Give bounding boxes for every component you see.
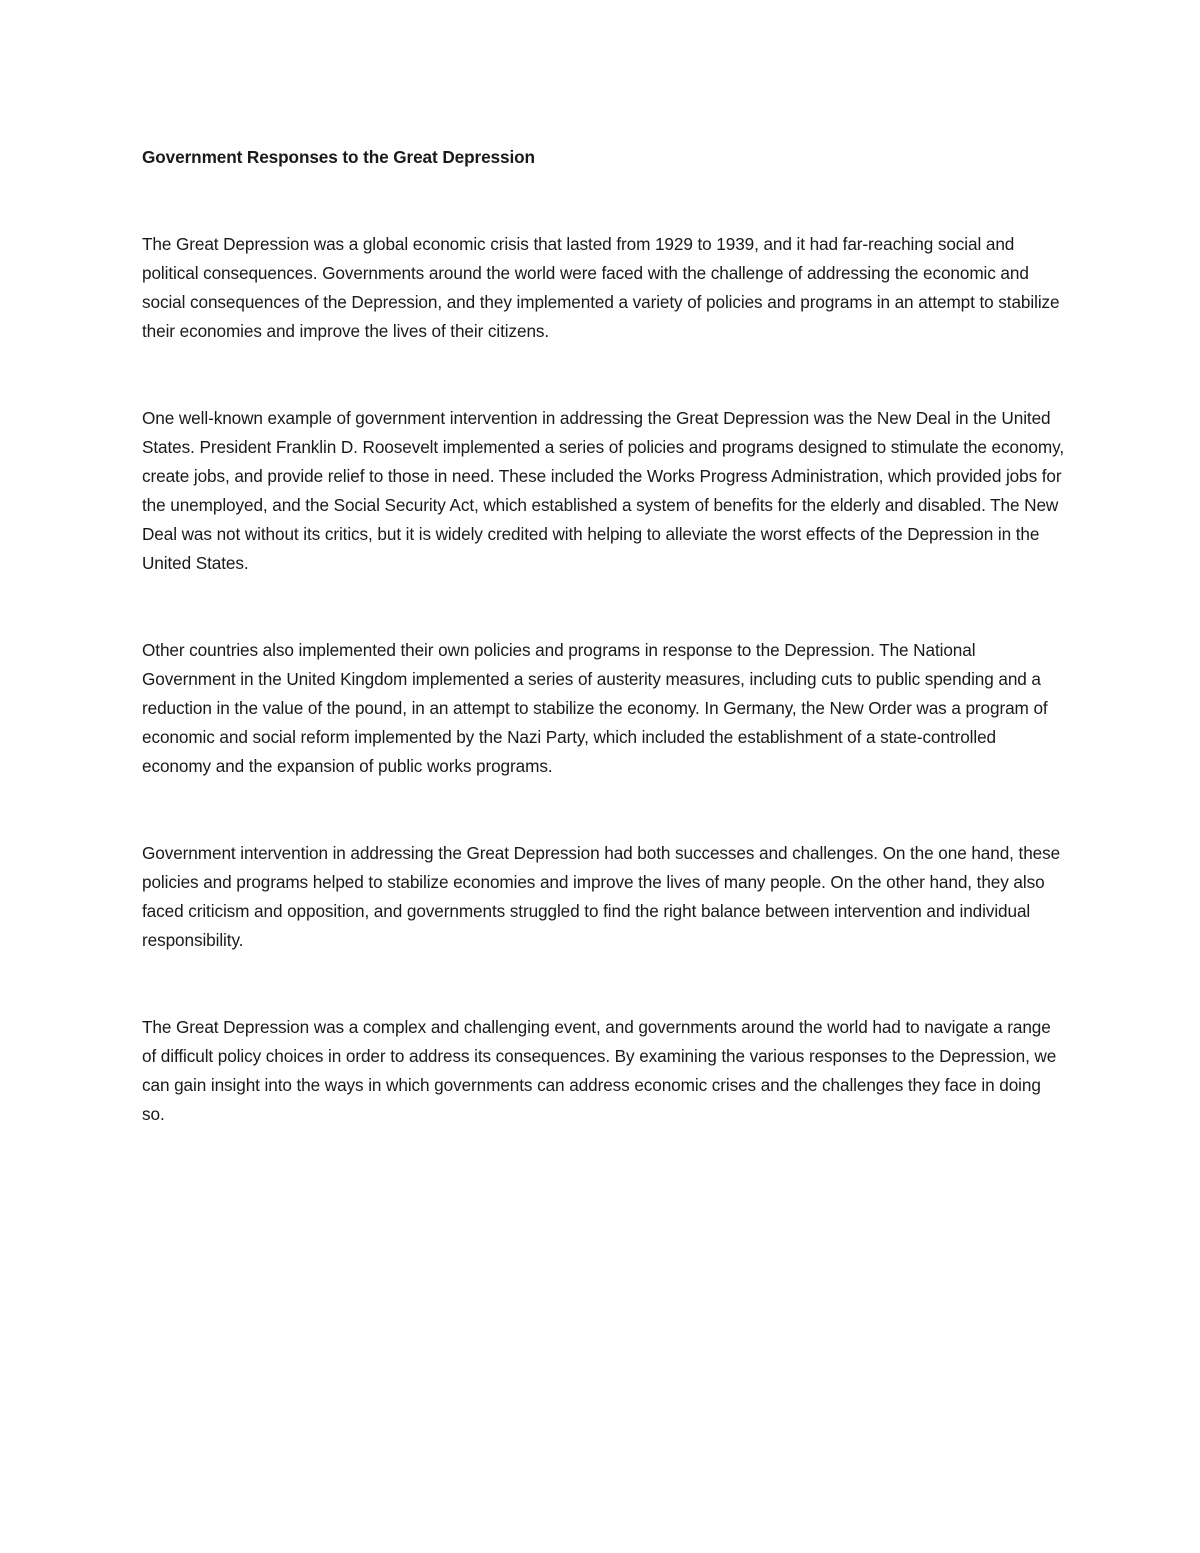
spacer	[142, 578, 1067, 636]
document-title: Government Responses to the Great Depression	[142, 147, 535, 167]
document-body	[142, 143, 1067, 1129]
spacer	[142, 781, 1067, 839]
spacer	[142, 346, 1067, 404]
spacer	[142, 172, 1067, 230]
paragraph-new-deal: One well-known example of government intervention in addressing the Great Depression was the New Deal in the United States. President Franklin D. Roosevelt implemented a series of policies and programs designed to stimulate the economy, create jobs, and provide relief to those in need. These included the Works Progress Administration, which provided jobs for the unemployed, and the Social Security Act, which established a system of benefits for the elderly and disabled. The New Deal was not without its critics, but it is widely credited with helping to alleviate the worst effects of the Depression in the United States.	[142, 408, 1064, 573]
paragraph-successes-challenges: Government intervention in addressing the Great Depression had both successes and challenges. On the one hand, these policies and programs helped to stabilize economies and improve the lives of many people. On the other hand, they also faced criticism and opposition, and governments struggled to find the right balance between intervention and individual responsibility.	[142, 843, 1061, 950]
spacer	[142, 955, 1067, 1013]
paragraph-intro: The Great Depression was a global economic crisis that lasted from 1929 to 1939, and it had far-reaching social and political consequences. Governments around the world were faced with the challenge of addressing the economic and social consequences of the Depression, and they implemented a variety of policies and programs in an attempt to stabilize their economies and improve the lives of their citizens.	[142, 234, 1060, 341]
paragraph-conclusion: The Great Depression was a complex and challenging event, and governments around the world had to navigate a range of difficult policy choices in order to address its consequences. By examining the various responses to the Depression, we can gain insight into the ways in which governments can address economic crises and the challenges they face in doing so.	[142, 1017, 1057, 1124]
paragraph-other-countries: Other countries also implemented their own policies and programs in response to the Depression. The National Government in the United Kingdom implemented a series of austerity measures, including cuts to public spending and a reduction in the value of the pound, in an attempt to stabilize the economy. In Germany, the New Order was a program of economic and social reform implemented by the Nazi Party, which included the establishment of a state-controlled economy and the expansion of public works programs.	[142, 640, 1048, 776]
